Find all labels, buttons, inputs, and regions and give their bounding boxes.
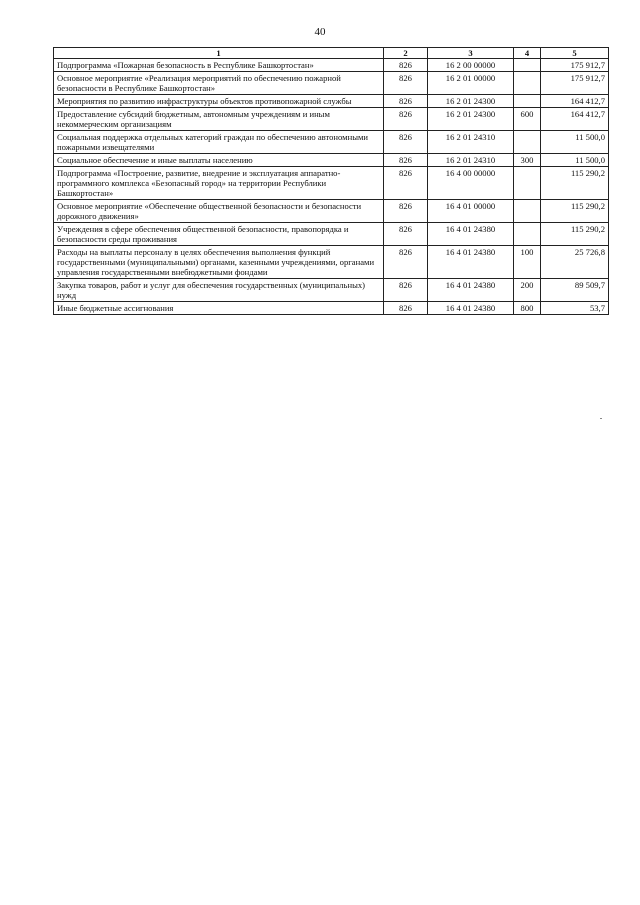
row-col-2: 826 <box>384 131 428 154</box>
row-name: Закупка товаров, работ и услуг для обеспечения государственных (муниципальных) нужд <box>54 279 384 302</box>
row-col-4 <box>514 95 541 108</box>
row-col-3: 16 2 01 24310 <box>428 154 514 167</box>
table-row <box>54 246 609 279</box>
table-row <box>54 131 609 154</box>
row-col-3: 16 2 01 24300 <box>428 95 514 108</box>
row-col-2: 826 <box>384 59 428 72</box>
row-name: Социальная поддержка отдельных категорий граждан по обеспечению автономными пожарными извещателями <box>54 131 384 154</box>
row-col-2: 826 <box>384 279 428 302</box>
row-col-4: 200 <box>514 279 541 302</box>
row-col-5: 53,7 <box>541 302 609 315</box>
row-col-3: 16 4 01 00000 <box>428 200 514 223</box>
row-name: Подпрограмма «Пожарная безопасность в Республике Башкортостан» <box>54 59 384 72</box>
row-col-2: 826 <box>384 95 428 108</box>
row-col-4 <box>514 72 541 95</box>
row-col-5: 164 412,7 <box>541 108 609 131</box>
row-name: Иные бюджетные ассигнования <box>54 302 384 315</box>
header-cell-3: 3 <box>428 48 514 59</box>
row-col-5: 25 726,8 <box>541 246 609 279</box>
row-col-3: 16 2 01 24310 <box>428 131 514 154</box>
row-name: Основное мероприятие «Обеспечение общественной безопасности и безопасности дорожного движения» <box>54 200 384 223</box>
header-cell-1: 1 <box>54 48 384 59</box>
row-col-3: 16 2 01 00000 <box>428 72 514 95</box>
header-cell-4: 4 <box>514 48 541 59</box>
header-cell-2: 2 <box>384 48 428 59</box>
row-col-4: 800 <box>514 302 541 315</box>
budget-table <box>53 47 609 315</box>
table-row <box>54 59 609 72</box>
table-row <box>54 223 609 246</box>
row-col-5: 115 290,2 <box>541 223 609 246</box>
page-number: 40 <box>314 26 326 38</box>
table-row <box>54 72 609 95</box>
row-col-2: 826 <box>384 200 428 223</box>
row-col-3: 16 4 01 24380 <box>428 223 514 246</box>
row-name: Учреждения в сфере обеспечения общественной безопасности, правопорядка и безопасности среды проживания <box>54 223 384 246</box>
row-col-3: 16 4 00 00000 <box>428 167 514 200</box>
row-col-5: 115 290,2 <box>541 200 609 223</box>
row-col-2: 826 <box>384 302 428 315</box>
row-col-2: 826 <box>384 108 428 131</box>
table-row <box>54 279 609 302</box>
row-col-5: 89 509,7 <box>541 279 609 302</box>
row-col-4: 600 <box>514 108 541 131</box>
row-col-5: 164 412,7 <box>541 95 609 108</box>
row-col-2: 826 <box>384 167 428 200</box>
row-name: Основное мероприятие «Реализация мероприятий по обеспечению пожарной безопасности в Республике Башкортостан» <box>54 72 384 95</box>
row-col-5: 115 290,2 <box>541 167 609 200</box>
row-col-4: 100 <box>514 246 541 279</box>
table-row <box>54 200 609 223</box>
row-col-5: 11 500,0 <box>541 154 609 167</box>
table-row <box>54 302 609 315</box>
row-col-2: 826 <box>384 154 428 167</box>
row-col-3: 16 4 01 24380 <box>428 246 514 279</box>
scan-speck <box>600 418 602 419</box>
row-col-4 <box>514 223 541 246</box>
row-col-4 <box>514 167 541 200</box>
row-col-2: 826 <box>384 223 428 246</box>
row-col-3: 16 2 00 00000 <box>428 59 514 72</box>
row-name: Мероприятия по развитию инфраструктуры объектов противопожарной службы <box>54 95 384 108</box>
row-col-3: 16 4 01 24380 <box>428 279 514 302</box>
row-name: Предоставление субсидий бюджетным, автономным учреждениям и иным некоммерческим организациям <box>54 108 384 131</box>
table-header-row <box>54 48 609 59</box>
row-col-4: 300 <box>514 154 541 167</box>
row-name: Расходы на выплаты персоналу в целях обеспечения выполнения функций государственными (муниципальными) органами, казенными учреждениями, органами управления государственными внебюджетными фондами <box>54 246 384 279</box>
row-col-2: 826 <box>384 246 428 279</box>
row-col-3: 16 2 01 24300 <box>428 108 514 131</box>
row-col-5: 175 912,7 <box>541 59 609 72</box>
header-cell-5: 5 <box>541 48 609 59</box>
row-col-2: 826 <box>384 72 428 95</box>
row-col-3: 16 4 01 24380 <box>428 302 514 315</box>
table-row <box>54 154 609 167</box>
row-name: Социальное обеспечение и иные выплаты населению <box>54 154 384 167</box>
table-body <box>54 59 609 315</box>
table-row <box>54 108 609 131</box>
row-col-4 <box>514 131 541 154</box>
row-name: Подпрограмма «Построение, развитие, внедрение и эксплуатация аппаратно-программного комплекса «Безопасный город» на территории Республики Башкортостан» <box>54 167 384 200</box>
row-col-5: 11 500,0 <box>541 131 609 154</box>
table-row <box>54 95 609 108</box>
row-col-4 <box>514 200 541 223</box>
row-col-4 <box>514 59 541 72</box>
table-row <box>54 167 609 200</box>
row-col-5: 175 912,7 <box>541 72 609 95</box>
